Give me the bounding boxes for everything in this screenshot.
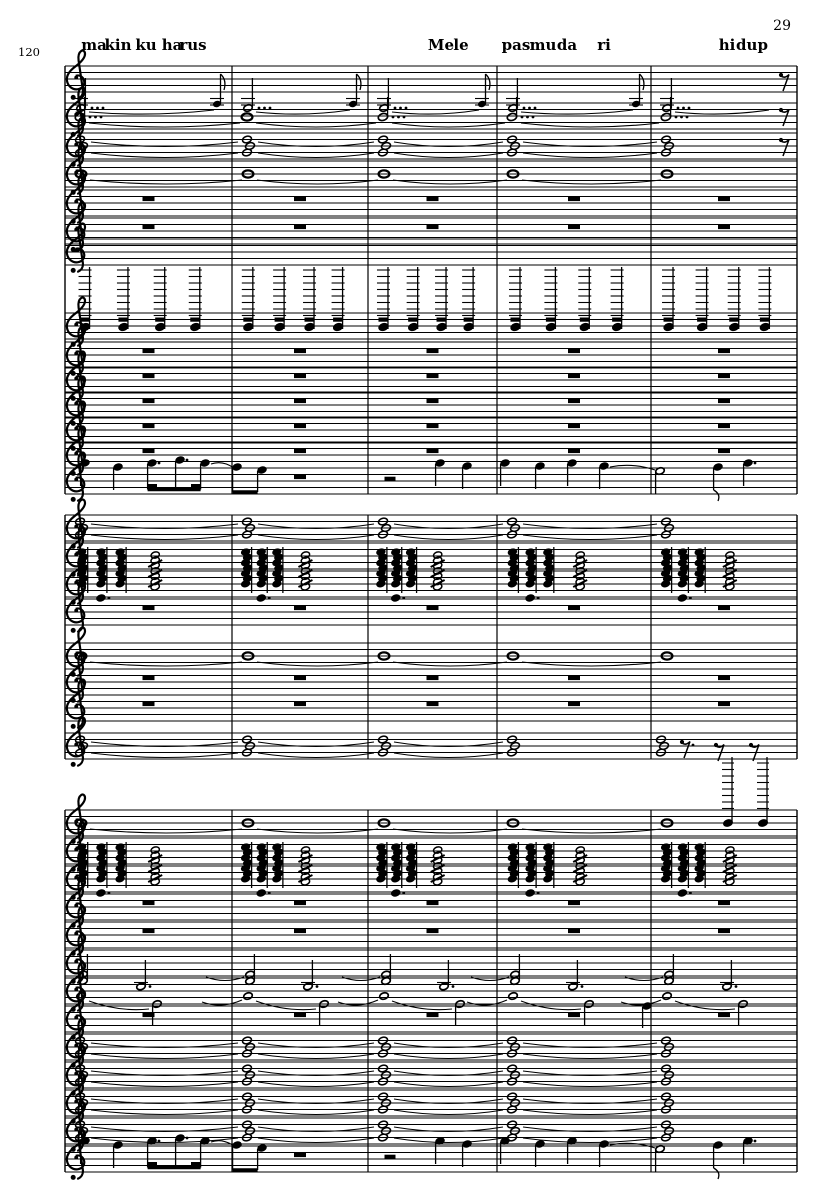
measure-content — [143, 676, 731, 681]
lyrics — [81, 36, 768, 54]
measure-number: 120 — [18, 45, 40, 59]
staff — [65, 298, 797, 347]
staff — [65, 377, 797, 426]
measure-content — [76, 819, 673, 833]
staff — [65, 118, 797, 167]
staff — [65, 628, 797, 677]
eighth-rest-icon — [779, 73, 789, 91]
eighth-rest-icon — [779, 108, 789, 126]
staff — [65, 453, 797, 502]
staff — [65, 795, 797, 844]
measure-content — [143, 929, 731, 934]
lyric-syllable: pas — [501, 36, 531, 54]
measure-content — [143, 901, 731, 906]
staff — [65, 823, 797, 898]
lyric-syllable: dup — [736, 36, 768, 54]
measure-content — [78, 954, 738, 991]
staff — [65, 654, 797, 703]
measure-content — [143, 606, 731, 611]
measure-content — [143, 424, 731, 429]
measure-content — [143, 399, 731, 404]
measure-content — [143, 349, 731, 354]
treble-clef-icon — [67, 298, 85, 347]
staff — [65, 427, 797, 476]
eighth-rest-icon — [779, 138, 789, 156]
staff — [65, 88, 797, 137]
staves — [65, 51, 797, 1180]
lyric-syllable: hi — [718, 36, 736, 54]
measure-content — [143, 1013, 731, 1018]
treble-clef-icon — [67, 51, 85, 100]
lyric-syllable: le — [453, 36, 469, 54]
staff — [65, 224, 797, 332]
measure-content — [77, 842, 737, 897]
measure-content — [75, 735, 769, 827]
staff — [65, 500, 797, 549]
measure-content — [76, 170, 673, 184]
staff — [65, 352, 797, 401]
measure-content — [143, 702, 731, 707]
lyric-syllable: da — [556, 36, 578, 54]
staff — [65, 963, 797, 1028]
lyric-syllable: ha — [161, 36, 183, 54]
lyric-syllable: Me — [427, 36, 455, 54]
measure-content — [76, 652, 673, 666]
lyric-syllable: ma — [81, 36, 107, 54]
lyric-syllable: rus — [179, 36, 207, 54]
staff — [65, 680, 797, 729]
lyric-syllable: kin — [104, 36, 132, 54]
measure-content — [79, 267, 772, 332]
staff — [65, 51, 797, 115]
lyric-syllable: ri — [597, 36, 611, 54]
eighth-rest-icon — [680, 740, 694, 758]
measure-content — [143, 197, 731, 202]
staff — [65, 935, 797, 991]
measure-content — [143, 225, 731, 230]
staff — [65, 718, 797, 828]
lyric-syllable: ku — [135, 36, 157, 54]
measure-content — [143, 374, 731, 379]
group-2 — [65, 500, 797, 828]
measure-content — [143, 449, 731, 454]
staff — [65, 402, 797, 451]
group-3 — [65, 795, 797, 1180]
measure-content — [77, 547, 737, 602]
page-number: 29 — [773, 18, 791, 34]
group-1 — [65, 51, 797, 502]
staff — [65, 175, 797, 224]
lyric-syllable: mu — [529, 36, 557, 54]
staff — [65, 327, 797, 376]
